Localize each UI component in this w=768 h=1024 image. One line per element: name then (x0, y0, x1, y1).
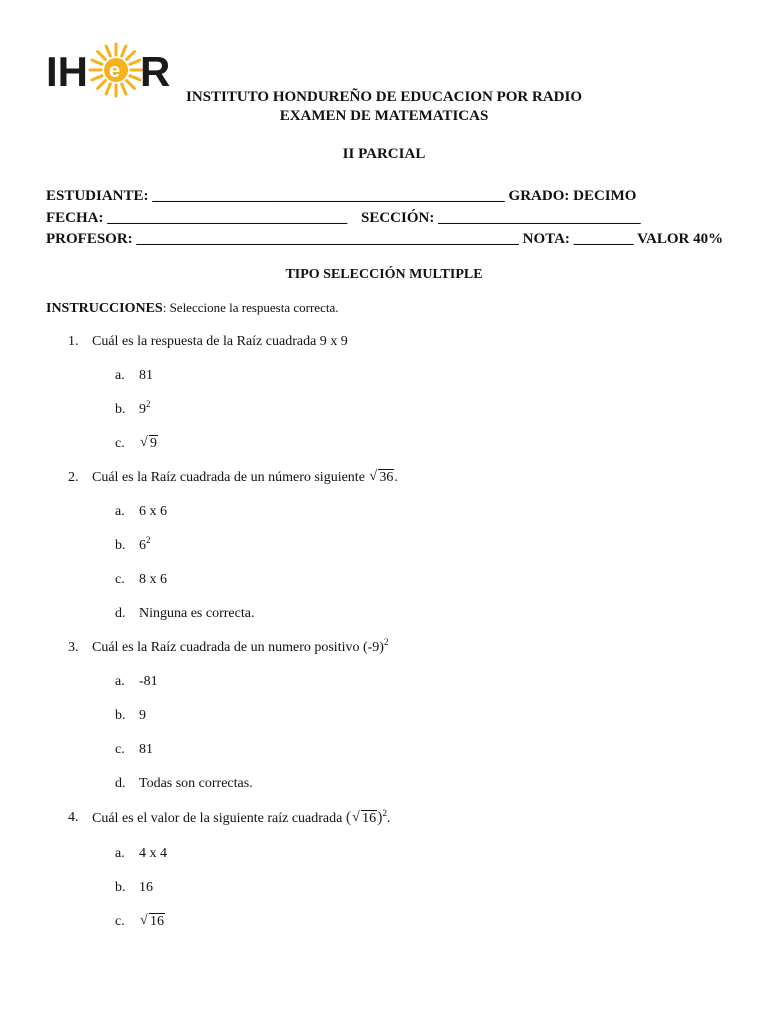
option-letter: d. (115, 776, 126, 791)
field-line-2 (46, 208, 736, 230)
exam-title: EXAMEN DE MATEMATICAS (279, 108, 489, 124)
student-fields (46, 186, 736, 251)
option-2d (46, 604, 746, 638)
radicand: 36 (379, 470, 394, 485)
document-header (0, 88, 768, 126)
option-1a (46, 366, 746, 400)
question-text (92, 638, 388, 658)
question-suffix: . (394, 470, 398, 485)
question-4 (46, 808, 746, 844)
option-2b (46, 536, 746, 570)
field-line-3 (46, 229, 736, 251)
power-base: 9 (139, 402, 146, 417)
instructions-text: : Seleccione la respuesta correcta. (162, 300, 339, 315)
instructions-label: INSTRUCCIONES (46, 301, 163, 316)
option-letter: c. (115, 914, 125, 929)
power-base: 6 (139, 538, 146, 553)
option-text: 81 (139, 742, 153, 757)
option-3b (46, 706, 746, 740)
estudiante-field: ESTUDIANTE: _______________________________________________ (46, 188, 505, 204)
instructions (46, 300, 338, 317)
option-text: 16 (139, 880, 153, 895)
option-letter: b. (115, 402, 126, 417)
sqrt-symbol (352, 809, 377, 829)
option-letter: c. (115, 742, 125, 757)
question-suffix: . (387, 811, 391, 826)
option-letter: d. (115, 606, 126, 621)
option-4b (46, 878, 746, 912)
option-letter: b. (115, 880, 126, 895)
option-text: Todas son correctas. (139, 776, 253, 791)
option-text: 6 x 6 (139, 504, 167, 519)
option-text (139, 536, 151, 556)
svg-text:e: e (109, 60, 121, 82)
question-text: Cuál es la respuesta de la Raíz cuadrada 9 x 9 (92, 334, 348, 349)
option-letter: b. (115, 708, 126, 723)
question-number: 2. (68, 470, 79, 485)
option-text: 8 x 6 (139, 572, 167, 587)
close-paren: ) (377, 809, 383, 826)
sqrt-symbol (369, 468, 394, 488)
option-3c (46, 740, 746, 774)
option-letter: a. (115, 504, 125, 519)
question-text-main: Cuál es la Raíz cuadrada de un número siguiente (92, 470, 365, 485)
option-text (139, 912, 165, 932)
option-letter: a. (115, 846, 125, 861)
question-3 (46, 638, 746, 672)
option-letter: a. (115, 368, 125, 383)
institute-name: INSTITUTO HONDUREÑO DE EDUCACION POR RADIO (185, 89, 583, 105)
seccion-field: SECCIÓN: ___________________________ (361, 209, 641, 226)
question-text-main: Cuál es el valor de la siguiente raíz cuadrada (92, 811, 343, 826)
option-4c (46, 912, 746, 946)
nota-field: NOTA: ________ (522, 231, 634, 247)
question-text (92, 468, 398, 488)
option-text: 4 x 4 (139, 846, 167, 861)
question-2 (46, 468, 746, 502)
option-2c (46, 570, 746, 604)
question-1 (46, 332, 746, 366)
parcial-title: II PARCIAL (342, 146, 426, 162)
option-letter: c. (115, 572, 125, 587)
sqrt-symbol (140, 912, 165, 932)
option-2a (46, 502, 746, 536)
option-1b (46, 400, 746, 434)
option-text: 9 (139, 708, 146, 723)
option-text: Ninguna es correcta. (139, 606, 255, 621)
option-text: -81 (139, 674, 158, 689)
option-letter: b. (115, 538, 126, 553)
question-number: 1. (68, 334, 79, 349)
radicand: 9 (150, 436, 157, 451)
power-exponent: 2 (383, 637, 389, 647)
sqrt-symbol (140, 434, 158, 454)
logo-text-r: R (140, 48, 171, 95)
question-number: 4. (68, 810, 79, 825)
option-text (139, 400, 151, 420)
option-3a (46, 672, 746, 706)
option-3d (46, 774, 746, 808)
logo-text-ih: IH (46, 48, 88, 95)
field-line-1 (46, 186, 736, 208)
profesor-field: PROFESOR: ___________________________________________________ (46, 231, 519, 247)
grado-field: GRADO: DECIMO (508, 188, 637, 204)
power-exponent: 2 (146, 399, 151, 409)
option-text (139, 434, 158, 454)
power-exponent: 2 (382, 808, 387, 818)
question-list (46, 332, 746, 946)
radicand: 16 (150, 914, 164, 929)
question-number: 3. (68, 640, 79, 655)
option-4a (46, 844, 746, 878)
question-text-main: Cuál es la Raíz cuadrada de un numero positivo (-9) (92, 640, 384, 655)
option-text: 81 (139, 368, 153, 383)
section-title: TIPO SELECCIÓN MULTIPLE (285, 267, 483, 282)
fecha-field: FECHA: ________________________________ (46, 209, 348, 226)
open-paren: ( (345, 809, 352, 826)
power-exponent: 2 (146, 535, 151, 545)
question-text (92, 808, 391, 829)
option-1c (46, 434, 746, 468)
valor-field: VALOR 40% (637, 231, 724, 247)
option-letter: a. (115, 674, 125, 689)
option-letter: c. (115, 436, 125, 451)
radicand: 16 (362, 811, 377, 826)
